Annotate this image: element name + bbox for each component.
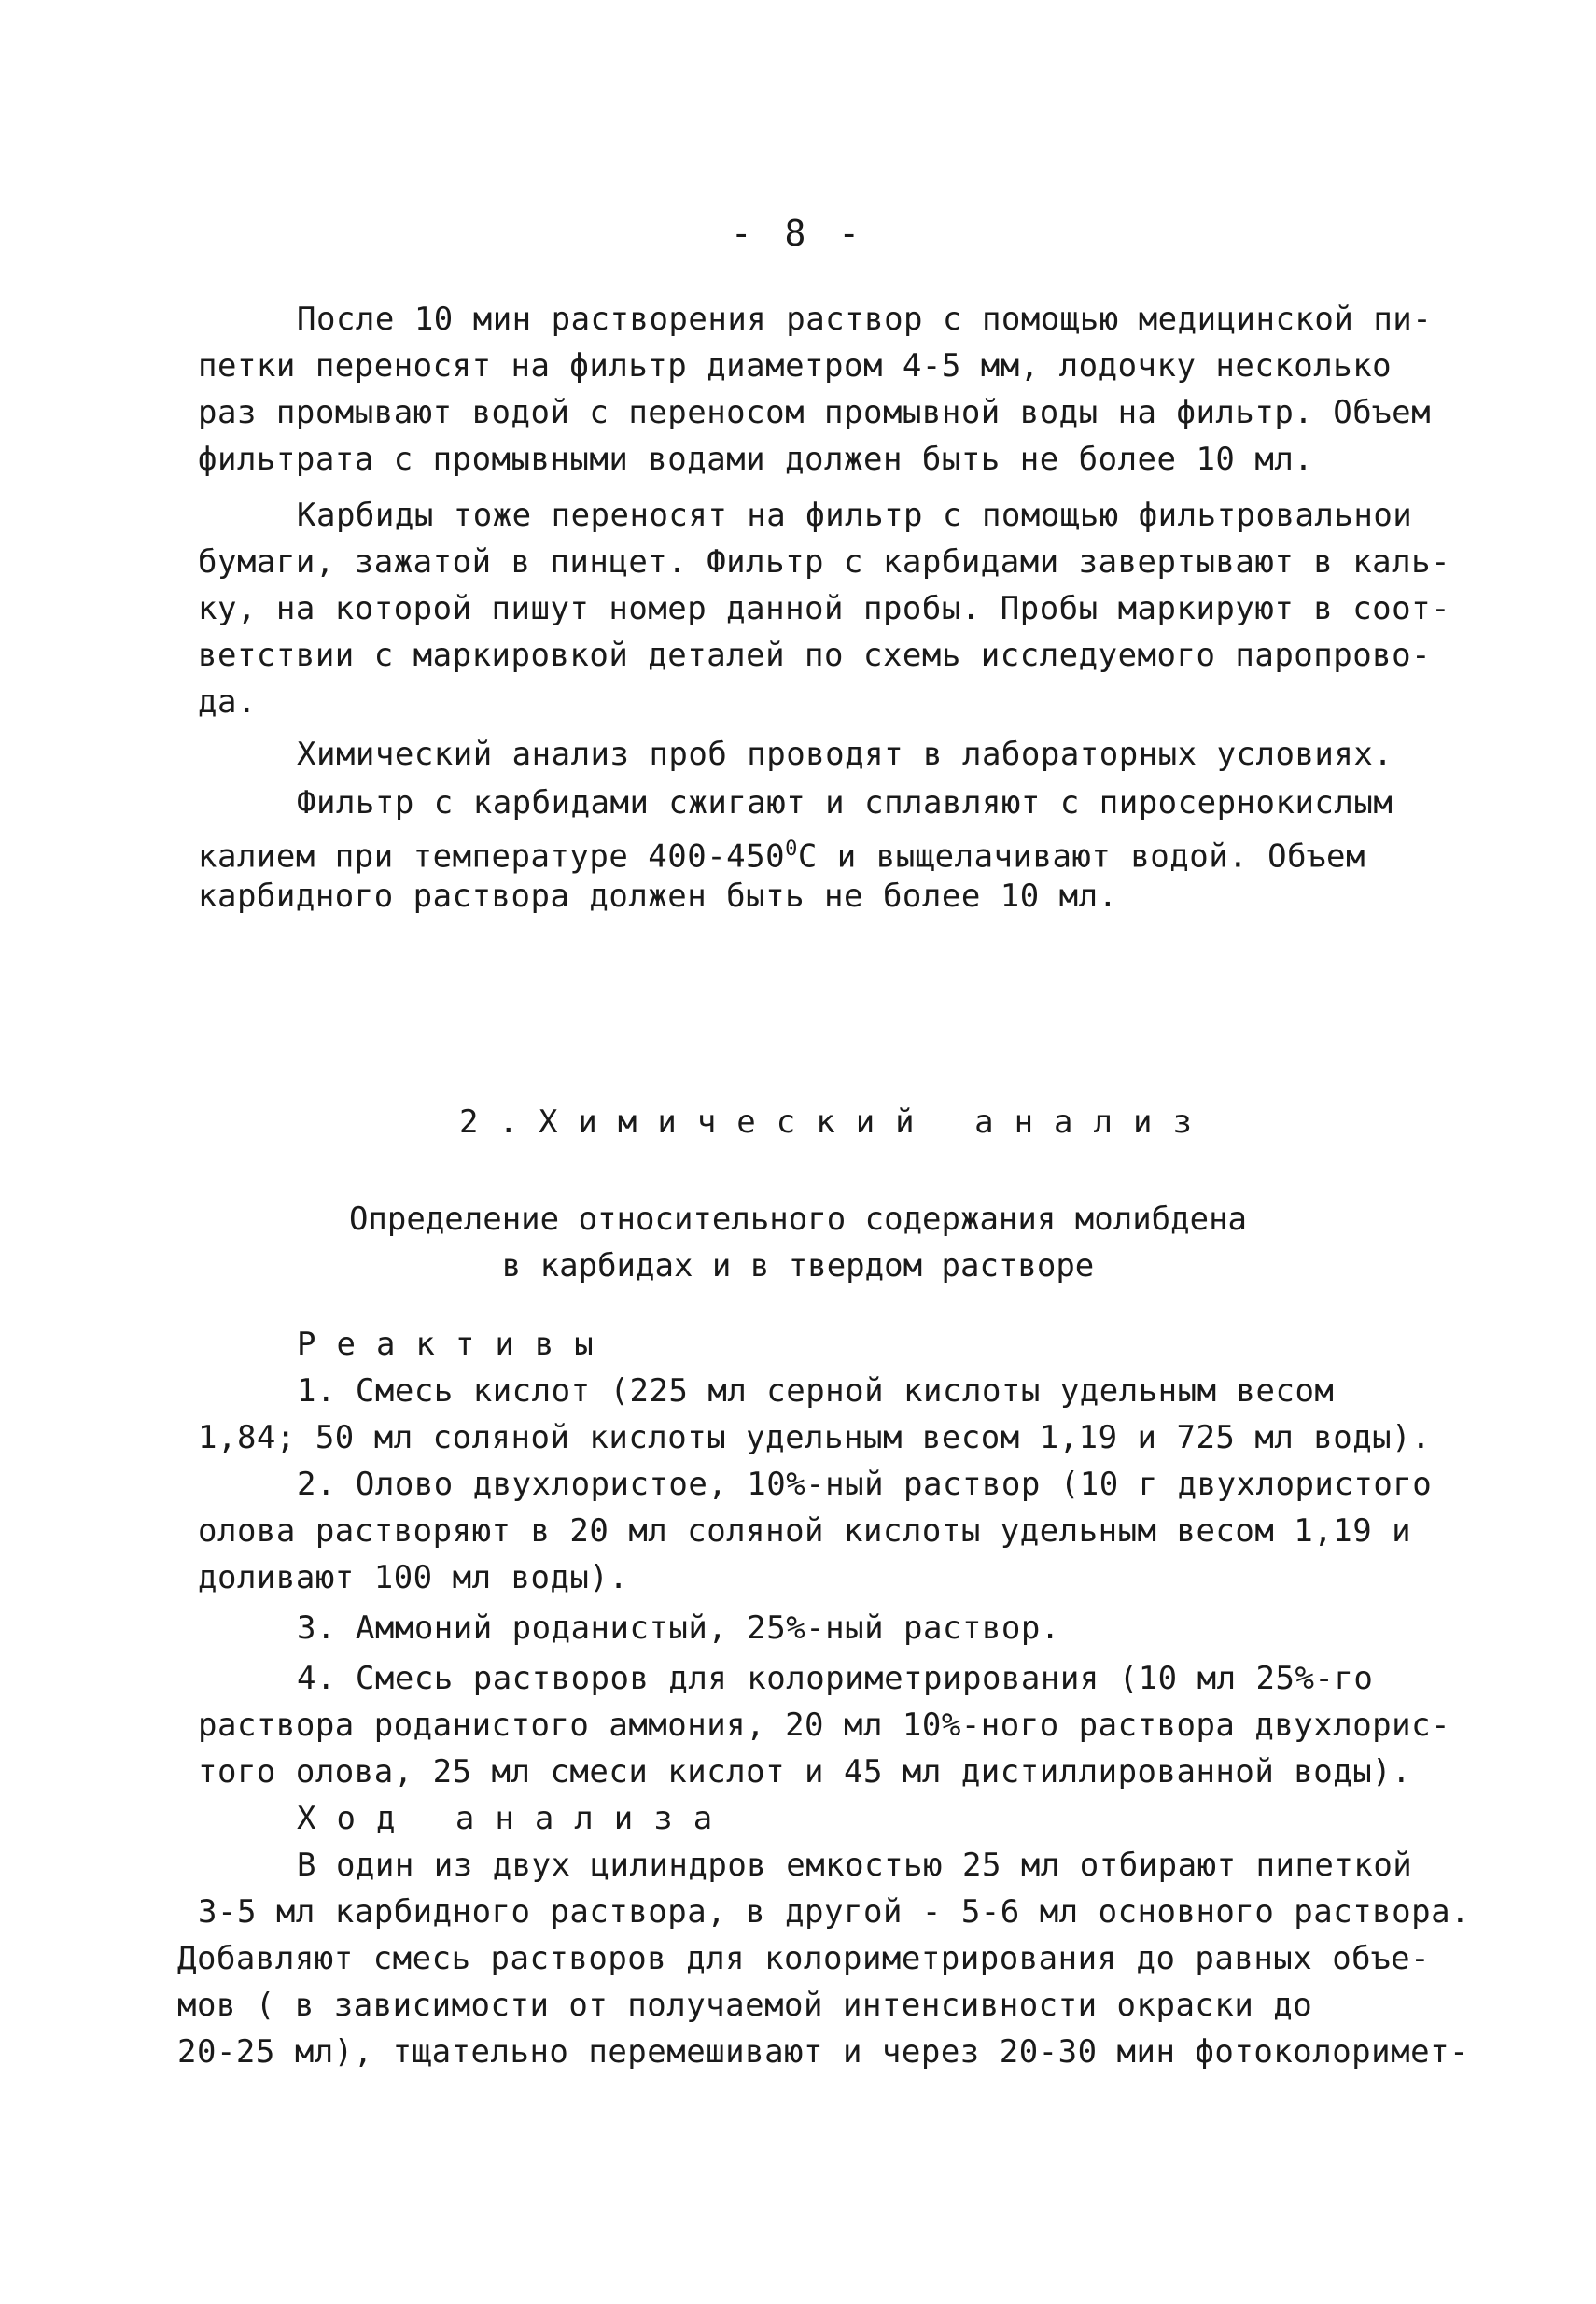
paragraph-2-line-2: бумаги, зажатой в пинцет. Фильтр с карбидами завертывают в каль- bbox=[198, 543, 1451, 581]
reagent-4-line-1: 4. Смесь растворов для колориметрирования (10 мл 25%-го bbox=[297, 1660, 1374, 1697]
reagent-2-line-2: олова растворяют в 20 мл соляной кислоты удельным весом 1,19 и bbox=[198, 1512, 1412, 1550]
paragraph-4-line-3: карбидного раствора должен быть не более 10 мл. bbox=[198, 878, 1118, 915]
procedure-line-2: 3-5 мл карбидного раствора, в другой - 5-6 мл основного раствора. bbox=[198, 1893, 1471, 1931]
paragraph-4-line-1: Фильтр с карбидами сжигают и сплавляют с пиросернокислым bbox=[297, 784, 1393, 822]
degree-superscript: 0 bbox=[785, 837, 798, 861]
paragraph-1-line-2: петки переносят на фильтр диаметром 4-5 мм, лодочку несколько bbox=[198, 347, 1393, 385]
section-heading: 2.Химический анализ bbox=[459, 1103, 1212, 1141]
reagent-2-line-1: 2. Олово двухлористое, 10%-ный раствор (10 г двухлористого bbox=[297, 1466, 1433, 1503]
paragraph-2-line-1: Карбиды тоже переносят на фильтр с помощью фильтровальнои bbox=[297, 497, 1413, 534]
reagent-4-line-2: раствора роданистого аммония, 20 мл 10%-ного раствора двухлорис- bbox=[198, 1707, 1451, 1744]
reagent-4-line-3: того олова, 25 мл смеси кислот и 45 мл дистиллированной воды). bbox=[198, 1753, 1412, 1791]
paragraph-2-line-3: ку, на которой пишут номер данной пробы. Пробы маркируют в соот- bbox=[198, 590, 1451, 627]
subtitle-line-2: в карбидах и в твердом растворе bbox=[501, 1247, 1095, 1285]
paragraph-1-line-1: После 10 мин растворения раствор с помощью медицинской пи- bbox=[297, 301, 1433, 338]
temperature-text-end: С и выщелачивают водой. Объем bbox=[797, 837, 1365, 876]
reagents-heading: Реактивы bbox=[297, 1326, 614, 1363]
paragraph-2-line-4: ветствии с маркировкой деталей по схемь исследуемого паропрово- bbox=[198, 637, 1432, 674]
page-number: - 8 - bbox=[730, 213, 866, 254]
procedure-line-5: 20-25 мл), тщательно перемешивают и через 20-30 мин фотоколоримет- bbox=[177, 2033, 1470, 2071]
reagent-1-line-1: 1. Смесь кислот (225 мл серной кислоты удельным весом bbox=[297, 1372, 1335, 1410]
paragraph-1-line-4: фильтрата с промывными водами должен быть не более 10 мл. bbox=[198, 441, 1314, 478]
paragraph-4-line-2 bbox=[198, 829, 1365, 877]
procedure-line-3: Добавляют смесь растворов для колориметрирования до равных объе- bbox=[177, 1940, 1431, 1977]
paragraph-2-line-5: да. bbox=[198, 683, 257, 721]
paragraph-1-line-3: раз промывают водой с переносом промывной воды на фильтр. Объем bbox=[198, 394, 1432, 431]
procedure-heading: Ход анализа bbox=[297, 1800, 734, 1837]
reagent-1-line-2: 1,84; 50 мл соляной кислоты удельным весом 1,19 и 725 мл воды). bbox=[198, 1419, 1432, 1456]
subtitle-line-1: Определение относительного содержания молибдена bbox=[348, 1201, 1248, 1238]
paragraph-3: Химический анализ проб проводят в лабораторных условиях. bbox=[297, 736, 1393, 773]
procedure-line-4: мов ( в зависимости от получаемой интенсивности окраски до bbox=[177, 1987, 1313, 2024]
procedure-line-1: В один из двух цилиндров емкостью 25 мл отбирают пипеткой bbox=[297, 1847, 1413, 1884]
temperature-text: калием при температуре 400-450 bbox=[198, 837, 786, 876]
reagent-2-line-3: доливают 100 мл воды). bbox=[198, 1559, 629, 1596]
reagent-3-line-1: 3. Аммоний роданистый, 25%-ный раствор. bbox=[297, 1609, 1060, 1647]
